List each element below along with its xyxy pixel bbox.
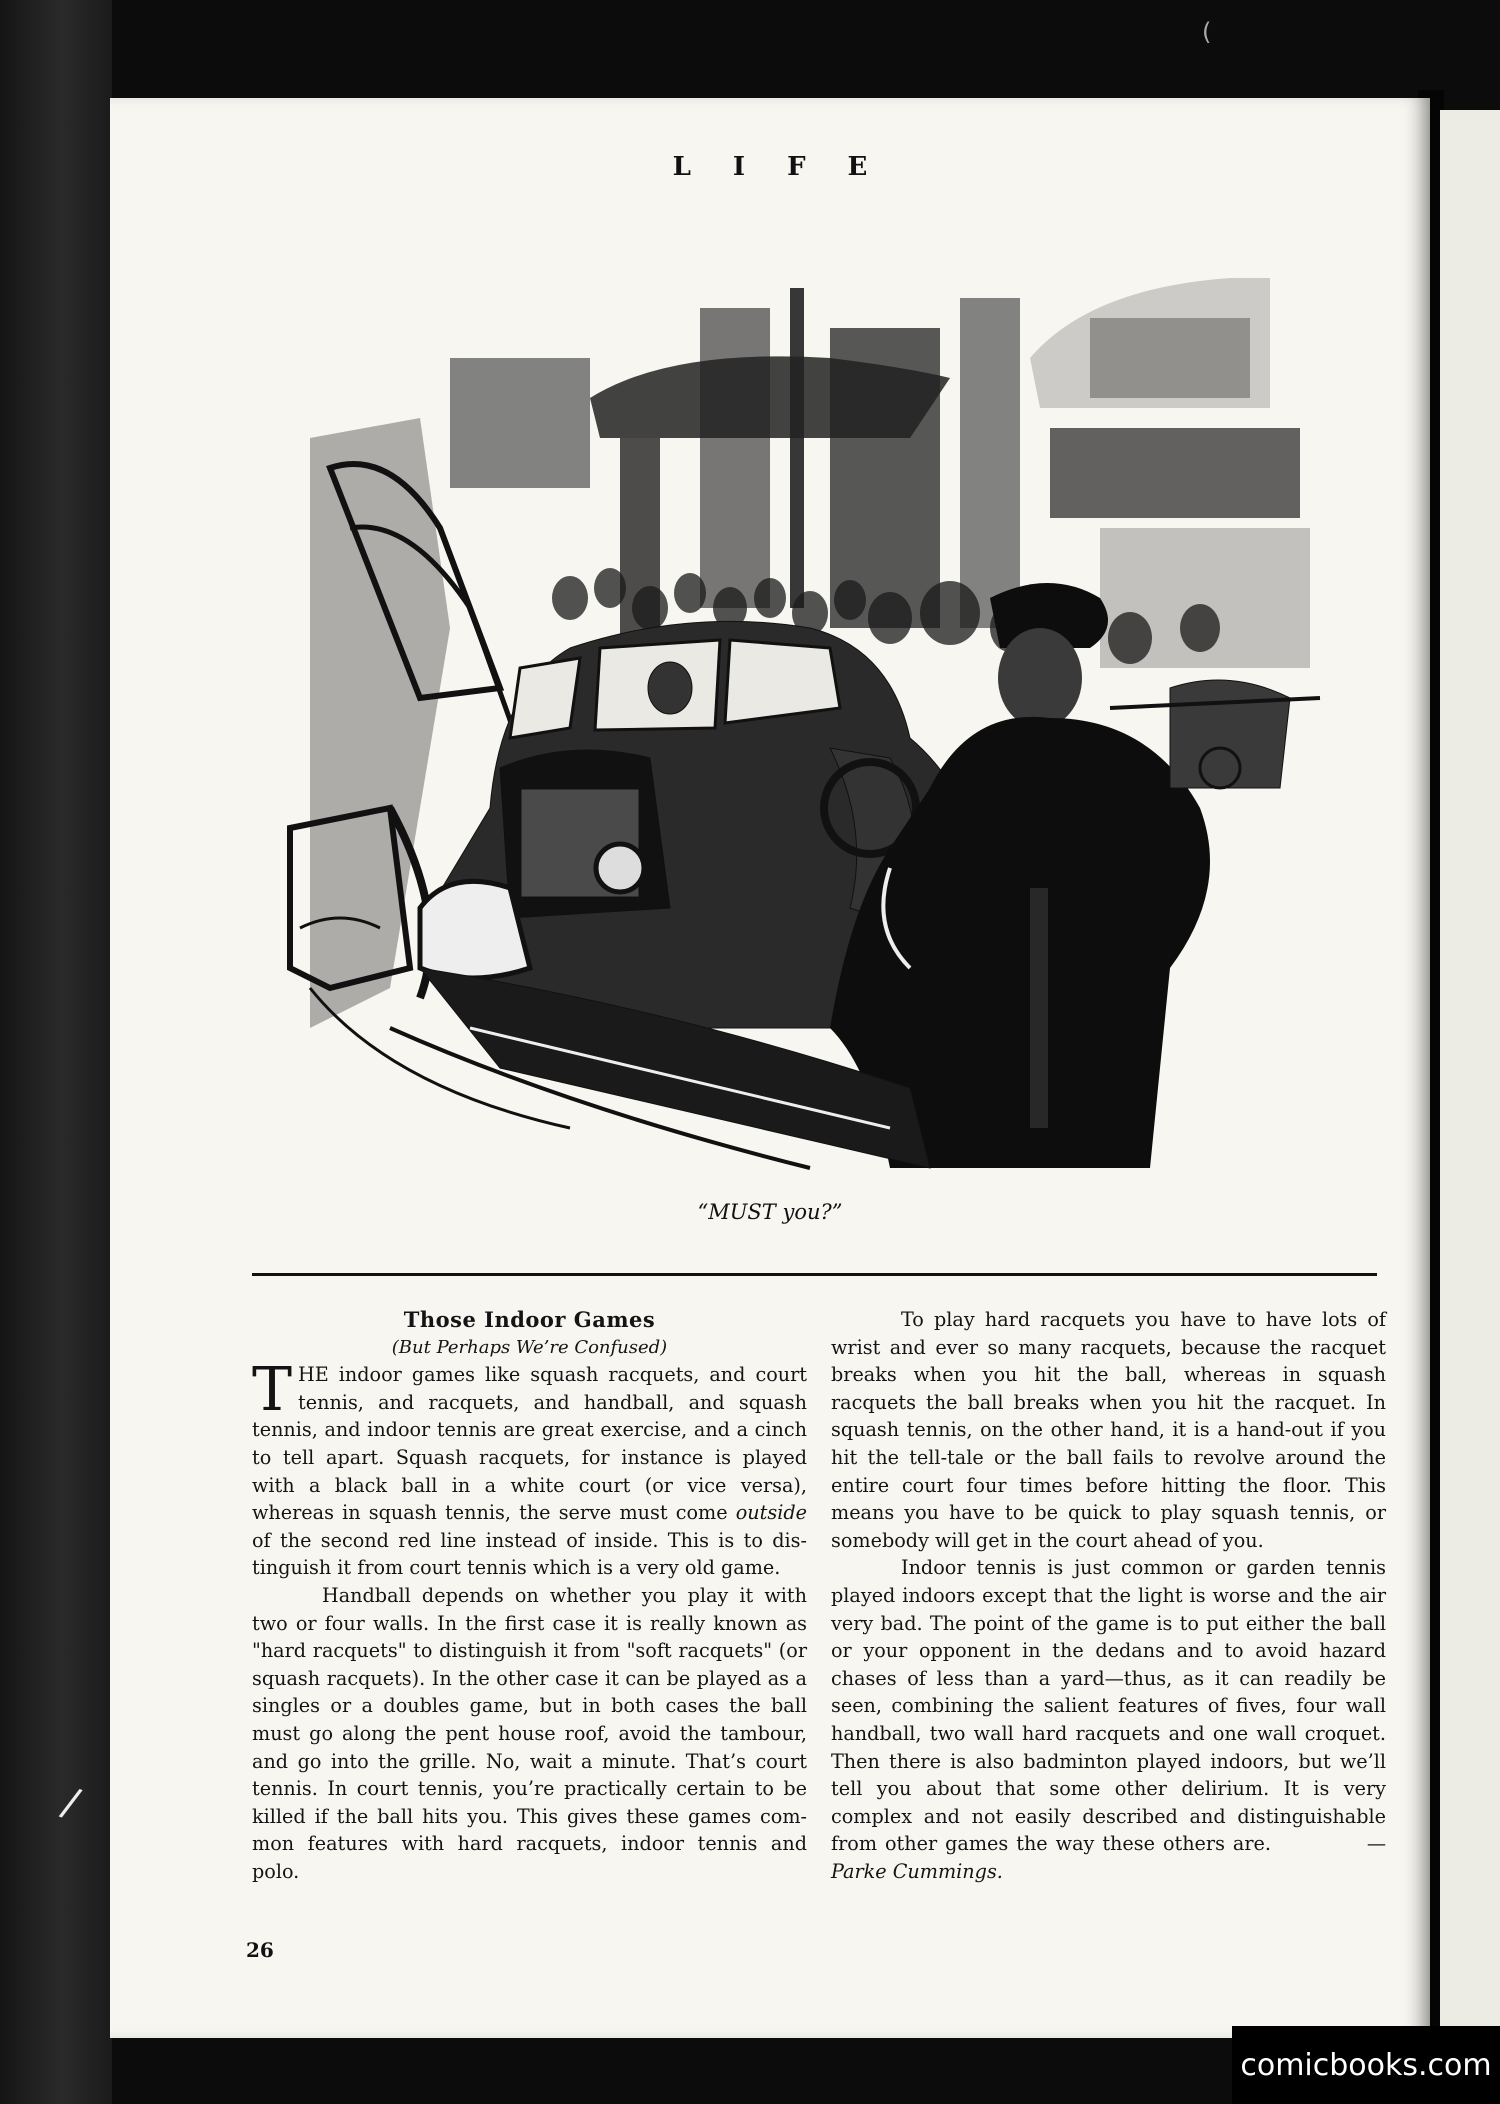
masthead: LIFE: [672, 152, 910, 182]
article-paragraph-2: Handball depends on whether you play it with two or four walls. In the first case it is really known as "hard racquets" to distinguish it from "soft racquets" (or squash racquets). In the other case it can be played as a singles or a doubles game, but in both cases the ball must go along the pent house roof, avoid the tambour, and go into the grille. No, wait a minute. That’s court tennis. In court tennis, you’re practically certain to be killed if the ball hits you. This gives these games common features with hard racquets, indoor tennis and polo.: [252, 1583, 807, 1883]
paragraph-1-emphasis: outside: [735, 1501, 807, 1525]
article-column-left: [252, 1306, 807, 1885]
byline: —Parke Cummings.: [831, 1832, 1386, 1883]
article-subtitle: (But Perhaps We’re Confused): [391, 1336, 668, 1358]
scan-mark-paren: (: [1202, 18, 1212, 46]
cartoon-caption: “MUST you?”: [697, 1200, 843, 1224]
section-rule: [252, 1273, 1377, 1276]
paragraph-4-text: Indoor tennis is just common or garden tennis played indoors except that the light is worse and the air very bad. The point of the game is to put either the ball or your opponent in the dedans and to avoid hazard chases of less than a yard—thus, as it can readily be seen, combining the salient features of fives, four wall handball, two wall hard racquets and one wall croquet. Then there is also badminton played indoors, but we’ll tell you about that some other delirium. It is very complex and not easily described and distinguishable from other games the way these others are.: [831, 1556, 1386, 1856]
page-number: 26: [246, 1938, 274, 1962]
scan-mark-slash: /: [56, 1779, 85, 1827]
scan-background-left: [0, 0, 112, 2104]
article-column-right: [831, 1306, 1386, 1885]
paragraph-1-text: HE indoor games like squash racquets, and court tennis, and racquets, and handball, and squash tennis, and indoor tennis are great exercise, and a cinch to tell apart. Squash racquets, for instance is played with a black ball in a white court (or vice versa), whereas in squash tennis, the serve must come: [252, 1363, 807, 1525]
article-title: Those Indoor Games: [403, 1307, 656, 1332]
magazine-page: [110, 98, 1430, 2038]
article-paragraph-4: [831, 1554, 1386, 1885]
facing-page-edge: [1440, 110, 1500, 2030]
paragraph-1-end: of the second red line instead of inside. This is to distinguish it from court tennis which is a very old game.: [252, 1528, 807, 1580]
article-paragraph-3: To play hard racquets you have to have lots of wrist and ever so many racquets, because the racquet breaks when you hit the ball, whereas in squash racquets the ball breaks when you hit the racquet. In squash tennis, on the other hand, it is a hand-out if you hit the tell-tale or the ball fails to revolve around the entire court four times before hitting the floor. This means you have to be quick to play squash tennis, or somebody will get in the court ahead of you.: [831, 1308, 1386, 1552]
drop-cap: T: [252, 1355, 293, 1426]
article-paragraph-1: [252, 1355, 807, 1582]
watermark: comicbooks.com: [1232, 2026, 1500, 2104]
